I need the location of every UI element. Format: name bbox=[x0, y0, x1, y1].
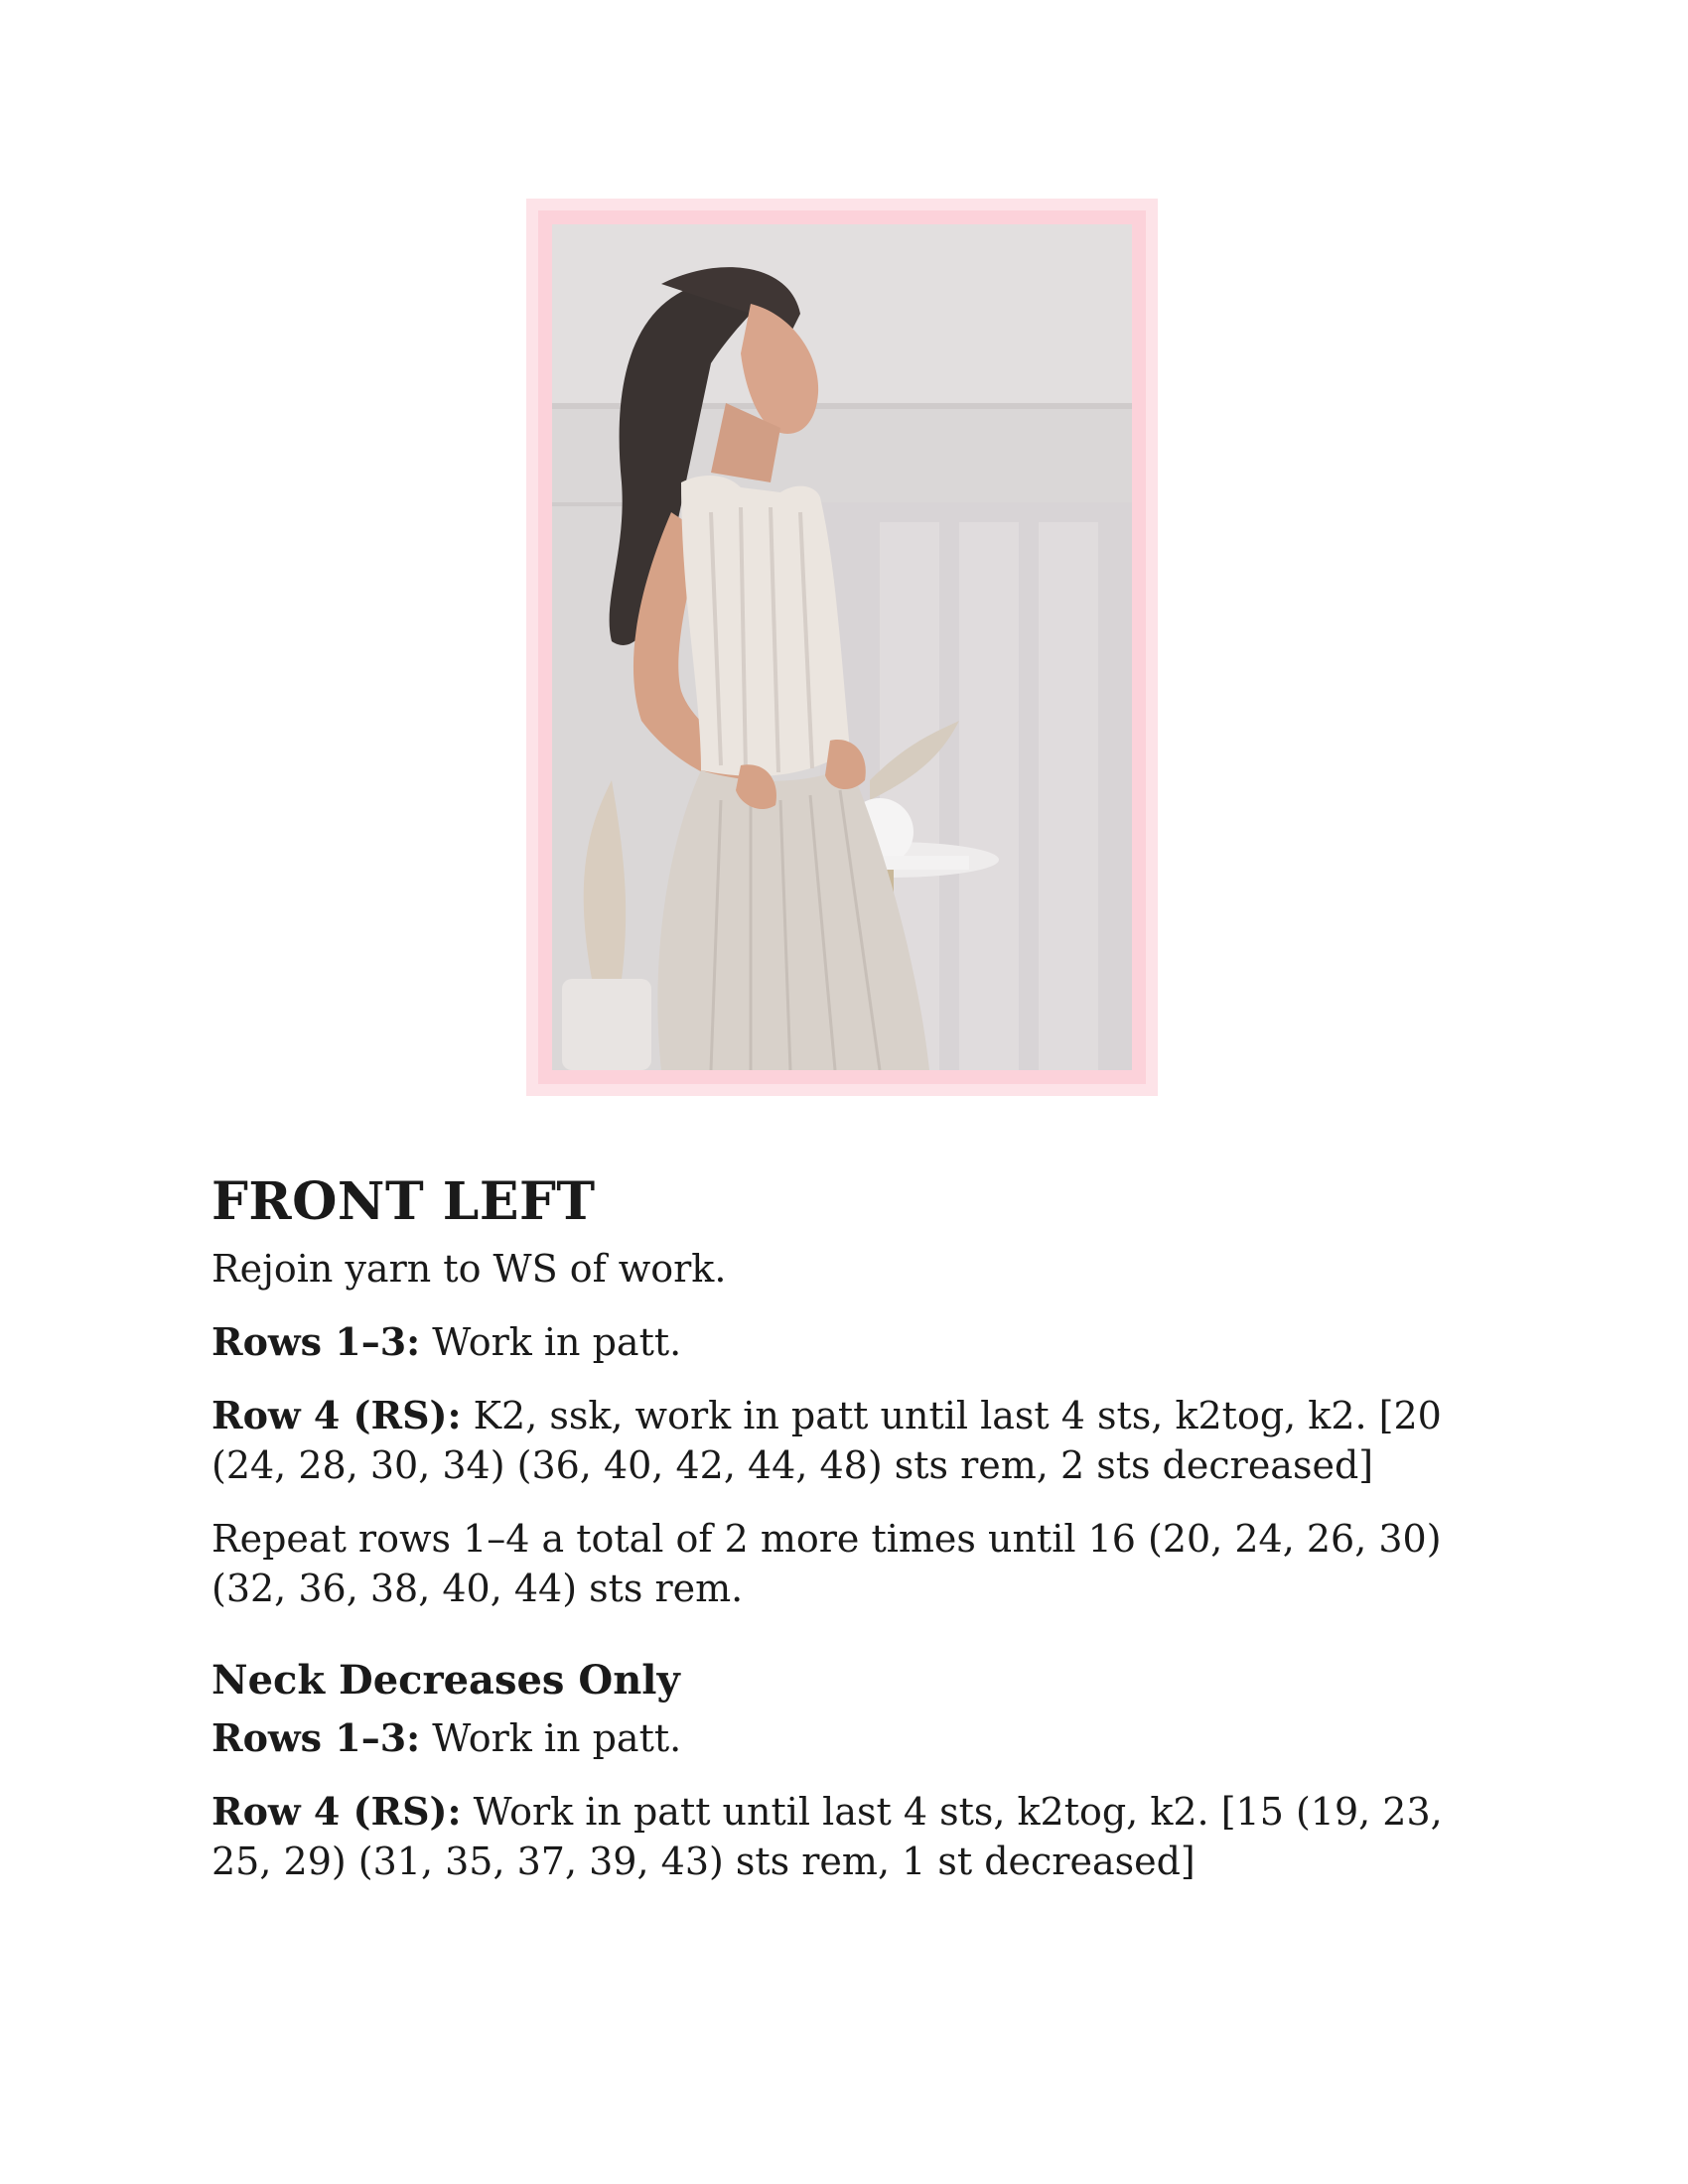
row-4-instruction bbox=[211, 1391, 1502, 1490]
model-photo bbox=[552, 224, 1132, 1070]
row-4-text: K2, ssk, work in patt until last 4 sts, k2tog, k2. [20 (24, 28, 30, 34) (36, 40, 42, 44, 48) sts rem, 2 sts decreased] bbox=[211, 1394, 1442, 1487]
row-4-label: Row 4 (RS): bbox=[211, 1393, 462, 1437]
neck-row-4-text: Work in patt until last 4 sts, k2tog, k2. [15 (19, 23, 25, 29) (31, 35, 37, 39, 43) sts rem, 1 st decreased] bbox=[211, 1790, 1443, 1883]
rows-1-3-text: Work in patt. bbox=[420, 1320, 682, 1364]
neck-row-4-instruction bbox=[211, 1787, 1502, 1886]
neck-rows-1-3-label: Rows 1–3: bbox=[211, 1715, 421, 1760]
model-photo-illustration bbox=[552, 224, 1132, 1070]
intro-text: Rejoin yarn to WS of work. bbox=[211, 1247, 727, 1291]
photo-frame bbox=[526, 199, 1158, 1096]
rows-1-3-instruction bbox=[211, 1317, 1502, 1367]
neck-row-4-label: Row 4 (RS): bbox=[211, 1789, 462, 1834]
neck-rows-1-3-instruction bbox=[211, 1713, 1502, 1763]
repeat-instruction: Repeat rows 1–4 a total of 2 more times until 16 (20, 24, 26, 30) (32, 36, 38, 40, 44) sts rem. bbox=[211, 1517, 1442, 1610]
neck-rows-1-3-text: Work in patt. bbox=[420, 1716, 682, 1760]
rows-1-3-label: Rows 1–3: bbox=[211, 1319, 421, 1364]
subsection-title: Neck Decreases Only bbox=[211, 1657, 680, 1704]
pattern-instructions bbox=[211, 1171, 1502, 1910]
section-title: FRONT LEFT bbox=[211, 1171, 596, 1232]
